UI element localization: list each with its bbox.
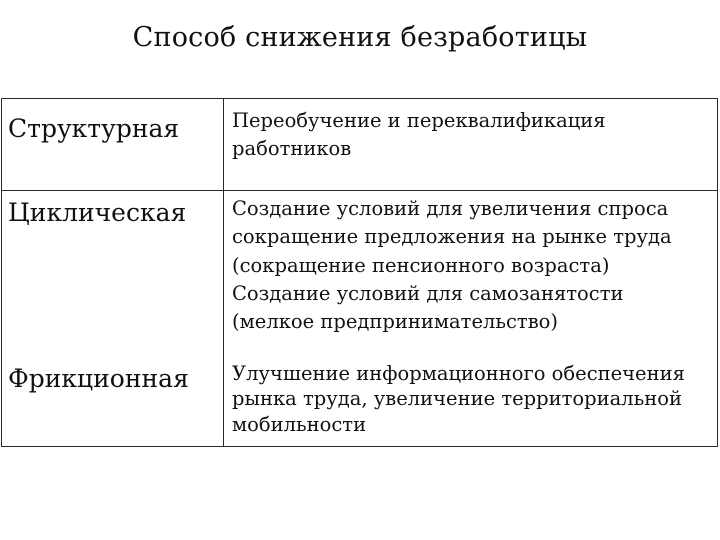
- method-line: (сокращение пенсионного возраста): [232, 253, 610, 277]
- unemployment-type-cell: Фрикционная: [2, 357, 224, 447]
- method-line: Создание условий для самозанятости: [232, 281, 624, 305]
- unemployment-type-cell: Циклическая: [2, 191, 224, 357]
- table-row: [2, 99, 718, 191]
- reduction-method-cell: [224, 357, 718, 447]
- table-row: [2, 357, 718, 447]
- method-line: (мелкое предпринимательство): [232, 310, 559, 334]
- method-line: рынка труда, увеличение территориальной: [232, 387, 682, 411]
- method-line: работников: [232, 137, 352, 161]
- table-row: [2, 191, 718, 357]
- method-line: мобильности: [232, 412, 367, 436]
- method-line: Создание условий для увеличения спроса: [232, 197, 669, 220]
- reduction-method-cell: [224, 99, 718, 191]
- unemployment-methods-table: [1, 98, 718, 447]
- method-line: Улучшение информационного обеспечения: [232, 361, 685, 385]
- reduction-method-cell: [224, 191, 718, 357]
- unemployment-type-cell: Структурная: [2, 99, 224, 191]
- method-line: сокращение предложения на рынке труда: [232, 225, 672, 249]
- page-title: Способ снижения безработицы: [132, 22, 588, 53]
- method-line: Переобучение и переквалификация: [232, 109, 606, 132]
